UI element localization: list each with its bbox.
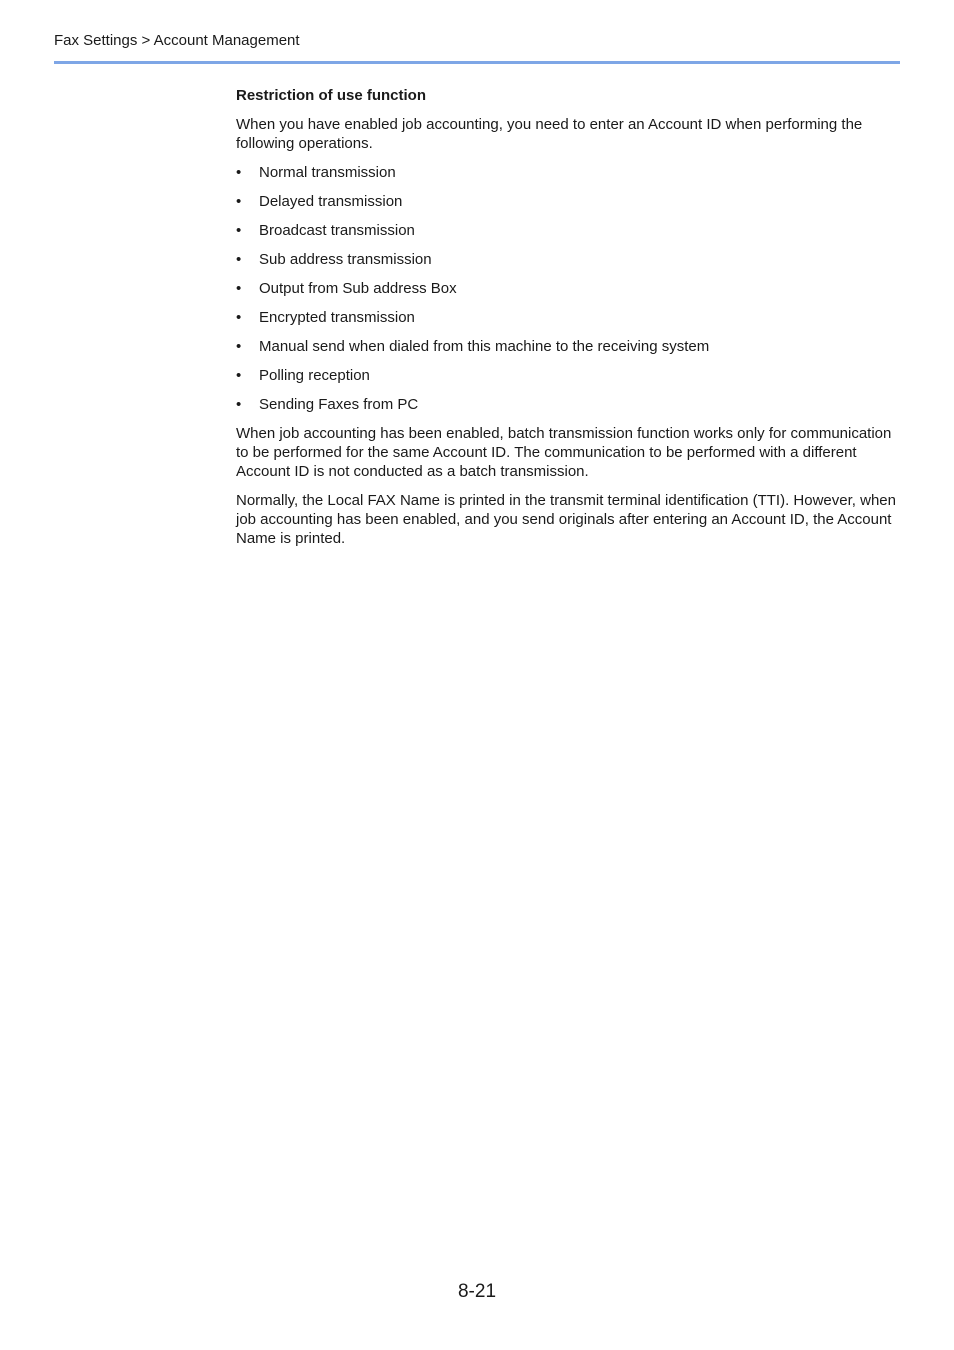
list-item	[236, 192, 900, 211]
list-item	[236, 395, 900, 414]
bullet-icon: •	[236, 222, 242, 239]
list-item-text: Encrypted transmission	[259, 309, 415, 326]
tti-paragraph: Normally, the Local FAX Name is printed in the transmit terminal identification (TTI). However, when job accounting has been enabled, and you send originals after entering an Account ID, the Account Name is printed.	[236, 492, 896, 547]
operations-list	[236, 163, 900, 414]
page-number: 8-21	[457, 1281, 497, 1302]
page-header	[54, 32, 900, 50]
header-divider	[54, 61, 900, 64]
list-item	[236, 308, 900, 327]
main-content	[236, 86, 900, 558]
list-item	[236, 163, 900, 182]
bullet-icon: •	[236, 193, 242, 210]
list-item-text: Polling reception	[259, 367, 370, 384]
list-item	[236, 366, 900, 385]
bullet-icon: •	[236, 164, 242, 181]
list-item-text: Normal transmission	[259, 164, 396, 181]
intro-paragraph: When you have enabled job accounting, you need to enter an Account ID when performing the following operations.	[236, 116, 863, 152]
breadcrumb: Fax Settings > Account Management	[54, 32, 300, 49]
list-item	[236, 337, 900, 356]
bullet-icon: •	[236, 367, 242, 384]
bullet-icon: •	[236, 309, 242, 326]
list-item	[236, 279, 900, 298]
list-item-text: Delayed transmission	[259, 193, 403, 210]
list-item-text: Manual send when dialed from this machine to the receiving system	[259, 338, 710, 355]
bullet-icon: •	[236, 280, 242, 297]
list-item-text: Output from Sub address Box	[259, 280, 457, 297]
section-title: Restriction of use function	[236, 87, 427, 104]
batch-transmission-paragraph: When job accounting has been enabled, batch transmission function works only for communication to be performed for the same Account ID. The communication to be performed with a different Account ID is not conducted as a batch transmission.	[236, 425, 892, 480]
list-item	[236, 250, 900, 269]
list-item-text: Broadcast transmission	[259, 222, 415, 239]
bullet-icon: •	[236, 251, 242, 268]
bullet-icon: •	[236, 396, 242, 413]
bullet-icon: •	[236, 338, 242, 355]
list-item-text: Sub address transmission	[259, 251, 432, 268]
list-item-text: Sending Faxes from PC	[259, 396, 419, 413]
list-item	[236, 221, 900, 240]
